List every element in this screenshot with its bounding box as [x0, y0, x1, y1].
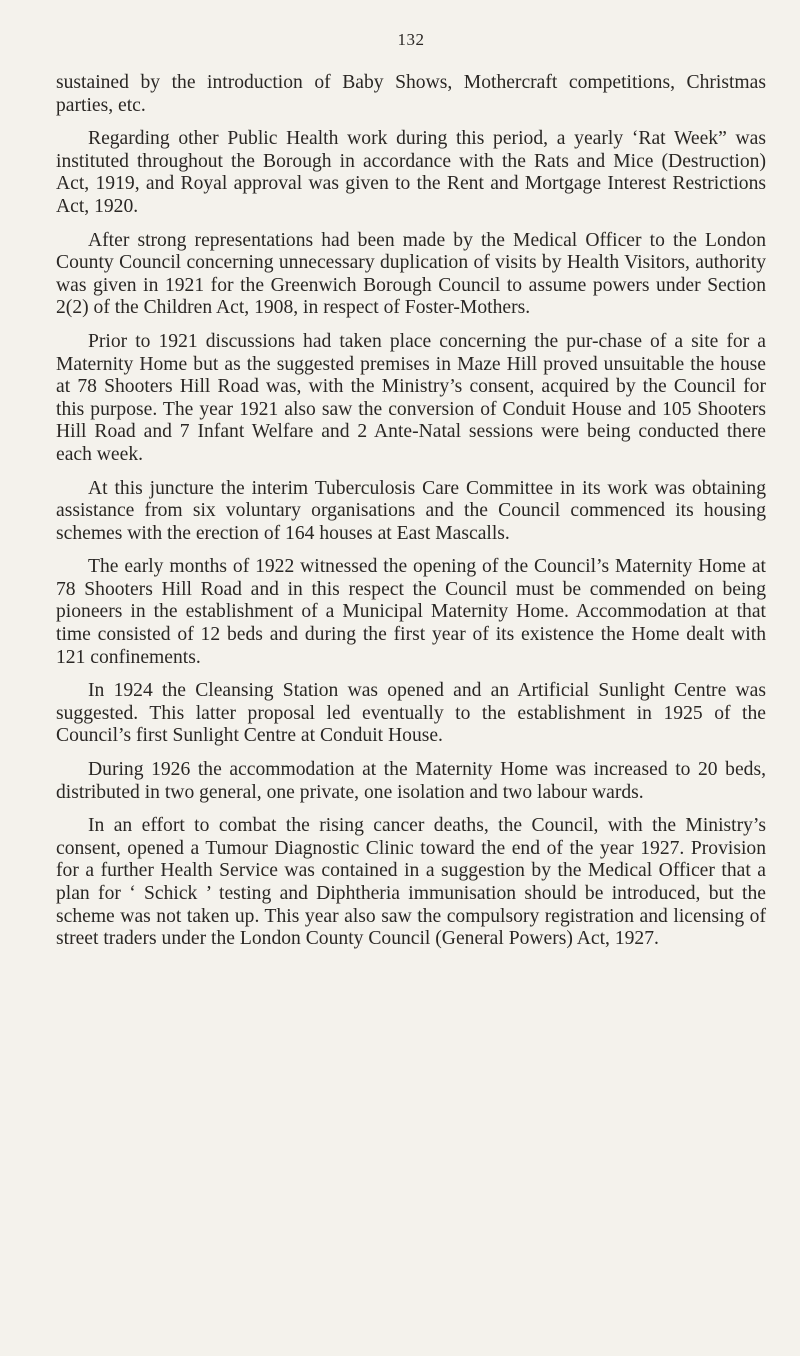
document-page	[56, 30, 766, 962]
paragraph-sunlight-centre: In 1924 the Cleansing Station was opened and an Artificial Sunlight Centre was suggested. This latter proposal led eventually to the establishment in 1925 of the Council’s first Sunlight Centre at Conduit House.	[56, 680, 766, 747]
paragraph-tuberculosis-housing: At this juncture the interim Tuberculosis Care Committee in its work was obtaining assistance from six voluntary organisations and the Council commenced its housing schemes with the erection of 164 houses at East Mascalls.	[56, 477, 766, 544]
paragraph-rat-week: Regarding other Public Health work during this period, a yearly ‘Rat Week” was instituted throughout the Borough in accordance with the Rats and Mice (Destruction) Act, 1919, and Royal approval was given to the Rent and Mortgage Interest Restrictions Act, 1920.	[56, 128, 766, 217]
page-number: 132	[397, 30, 425, 49]
paragraph-continuation: sustained by the introduction of Baby Shows, Mothercraft competitions, Christmas parties, etc.	[56, 72, 766, 116]
paragraph-maternity-site: Prior to 1921 discussions had taken place concerning the pur-chase of a site for a Maternity Home but as the suggested premises in Maze Hill proved unsuitable the house at 78 Shooters Hill Road was, with the Ministry’s consent, acquired by the Council for this purpose. The year 1921 also saw the conversion of Conduit House and 105 Shooters Hill Road and 7 Infant Welfare and 2 Ante-Natal sessions were being conducted there each week.	[56, 330, 766, 465]
paragraph-foster-mothers: After strong representations had been made by the Medical Officer to the London County Council concerning unnecessary duplication of visits by Health Visitors, authority was given in 1921 for the Greenwich Borough Council to assume powers under Section 2(2) of the Children Act, 1908, in respect of Foster-Mothers.	[56, 229, 766, 319]
paragraph-cancer-clinic: In an effort to combat the rising cancer deaths, the Council, with the Ministry’s consent, opened a Tumour Diagnostic Clinic toward the end of the year 1927. Provision for a further Health Service was contained in a suggestion by the Medical Officer that a plan for ‘ Schick ’ testing and Diphtheria immunisation should be introduced, but the scheme was not taken up. This year also saw the compulsory registration and licensing of street traders under the London County Council (General Powers) Act, 1927.	[56, 815, 766, 950]
paragraph-accommodation-1926: During 1926 the accommodation at the Maternity Home was increased to 20 beds, distributed in two general, one private, one isolation and two labour wards.	[56, 759, 766, 803]
paragraph-maternity-home-opening: The early months of 1922 witnessed the opening of the Council’s Maternity Home at 78 Shooters Hill Road and in this respect the Council must be commended on being pioneers in the establishment of a Municipal Maternity Home. Accommodation at that time consisted of 12 beds and during the first year of its existence the Home dealt with 121 confinements.	[56, 556, 766, 668]
